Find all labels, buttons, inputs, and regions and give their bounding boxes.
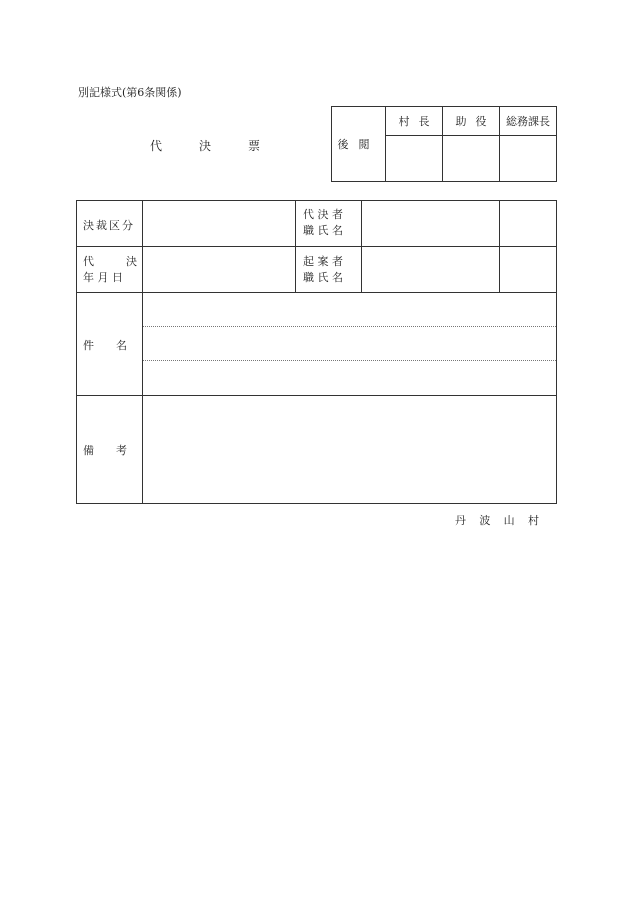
title-char: 代 <box>150 139 163 153</box>
drafter-label-line1: 起 案 者 <box>303 255 343 268</box>
decision-category-label: 決裁区分 <box>83 219 135 232</box>
stamp-cell-mayor[interactable] <box>386 136 442 181</box>
village-char: 波 <box>479 514 491 527</box>
village-char: 山 <box>503 514 515 527</box>
stamp-column-general-affairs <box>500 107 556 181</box>
remarks-field[interactable] <box>143 396 556 503</box>
decision-date-label-line1: 代 決 <box>83 255 137 268</box>
stamp-cell-general-affairs[interactable] <box>500 136 556 181</box>
drafter-name-field[interactable] <box>362 247 499 292</box>
approval-box <box>331 106 557 182</box>
decision-date-label-line2: 年 月 日 <box>83 271 123 284</box>
drafter-seal-field[interactable] <box>500 247 556 292</box>
document-title <box>150 137 260 154</box>
decider-label-line1: 代 決 者 <box>303 208 343 221</box>
stamp-header-general-affairs: 総務課長 <box>500 107 556 136</box>
decider-name-field[interactable] <box>362 201 499 246</box>
decision-date-label <box>83 254 137 286</box>
decider-seal-field[interactable] <box>500 201 556 246</box>
remarks-label: 備 考 <box>83 444 127 457</box>
decision-date-field[interactable] <box>143 247 295 292</box>
stamp-cell-deputy[interactable] <box>443 136 499 181</box>
village-char: 村 <box>527 514 539 527</box>
drafter-label <box>303 254 343 286</box>
village-name <box>455 512 539 528</box>
col-divider <box>295 201 296 292</box>
title-char: 票 <box>247 139 260 153</box>
form-table <box>76 200 557 504</box>
decision-category-field[interactable] <box>143 201 295 246</box>
stamp-column-deputy <box>443 107 500 181</box>
post-review-label: 後閲 <box>332 107 386 181</box>
stamp-column-mayor <box>386 107 443 181</box>
form-reference: 別記様式(第6条関係) <box>78 86 182 99</box>
village-char: 丹 <box>455 514 466 527</box>
title-char: 決 <box>198 139 211 153</box>
subject-label: 件 名 <box>83 339 127 352</box>
stamp-header-mayor: 村長 <box>386 107 442 136</box>
drafter-label-line2: 職 氏 名 <box>303 271 343 284</box>
stamp-header-deputy: 助役 <box>443 107 499 136</box>
subject-field[interactable] <box>143 293 556 395</box>
decider-label-line2: 職 氏 名 <box>303 224 343 237</box>
decider-label <box>303 207 343 239</box>
